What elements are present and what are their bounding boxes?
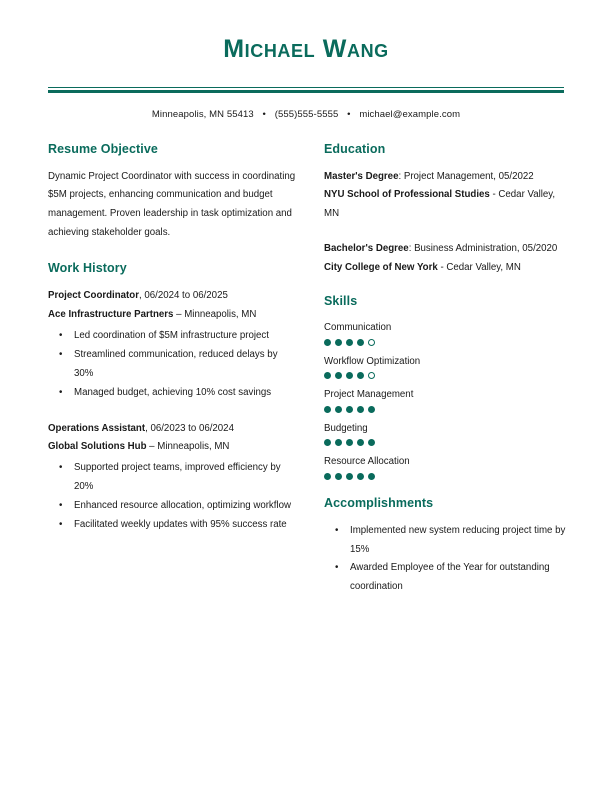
job-entry — [48, 420, 296, 535]
rating-dot-filled — [335, 339, 342, 346]
job-company: Ace Infrastructure Partners — [48, 309, 174, 321]
section-resume-objective — [48, 142, 296, 244]
rating-dot-empty — [368, 372, 375, 379]
rating-dot-filled — [357, 473, 364, 480]
skill-rating-dots — [324, 473, 572, 480]
rating-dot-filled — [346, 339, 353, 346]
rating-dot-filled — [324, 406, 331, 413]
education-entry — [324, 168, 572, 225]
skill-name: Workflow Optimization — [324, 355, 421, 367]
list-item: • Supported project teams, improved efficiency by 20% — [48, 459, 296, 497]
rating-dot-filled — [335, 473, 342, 480]
right-column — [324, 142, 572, 598]
rating-dot-filled — [324, 439, 331, 446]
section-accomplishments — [324, 496, 572, 598]
accomplishments-list — [324, 522, 572, 598]
rating-dot-filled — [346, 406, 353, 413]
job-dates: , 06/2023 to 06/2024 — [145, 422, 234, 434]
rating-dot-empty — [368, 339, 375, 346]
divider-thick-line — [48, 90, 564, 93]
rating-dot-filled — [335, 372, 342, 379]
job-location: – Minneapolis, MN — [146, 441, 230, 453]
education-field: : Business Administration, 05/2020 — [408, 243, 558, 255]
contact-separator-2: • — [347, 108, 351, 120]
section-education — [324, 142, 572, 279]
rating-dot-filled — [346, 439, 353, 446]
page-title: Michael Wang — [223, 35, 389, 63]
job-location: – Minneapolis, MN — [173, 309, 257, 321]
list-item: • Enhanced resource allocation, optimizing workflow — [48, 497, 296, 516]
header-divider — [48, 87, 564, 93]
job-role: Project Coordinator — [48, 290, 139, 302]
job-bullet-list — [48, 459, 296, 535]
rating-dot-filled — [368, 439, 375, 446]
job-company-line — [48, 306, 296, 325]
section-title-objective: Resume Objective — [48, 141, 158, 156]
rating-dot-filled — [357, 439, 364, 446]
rating-dot-filled — [346, 473, 353, 480]
education-degree: Master's Degree — [324, 170, 399, 182]
section-skills — [324, 294, 572, 480]
education-degree: Bachelor's Degree — [324, 243, 409, 255]
job-company-line — [48, 438, 296, 457]
left-column — [48, 142, 296, 538]
contact-location: Minneapolis, MN 55413 — [151, 108, 254, 120]
education-entry — [324, 240, 572, 278]
section-work-history — [48, 261, 296, 535]
rating-dot-filled — [357, 372, 364, 379]
resume-header — [0, 0, 612, 120]
list-item: • Streamlined communication, reduced delays by 30% — [48, 346, 296, 384]
rating-dot-filled — [324, 473, 331, 480]
rating-dot-filled — [357, 339, 364, 346]
education-school-location: - Cedar Valley, MN — [324, 189, 556, 220]
skill-item — [324, 387, 572, 413]
section-title-education: Education — [324, 141, 386, 156]
job-role-line — [48, 420, 296, 439]
rating-dot-filled — [346, 372, 353, 379]
section-title-work-history: Work History — [48, 261, 127, 276]
resume-body — [0, 120, 612, 598]
skill-name: Resource Allocation — [324, 456, 410, 468]
skill-item — [324, 421, 572, 447]
job-role-line — [48, 287, 296, 306]
skill-rating-dots — [324, 339, 572, 346]
section-title-skills: Skills — [324, 294, 358, 309]
education-school: City College of New York — [324, 262, 438, 274]
skill-item — [324, 454, 572, 480]
skill-item — [324, 320, 572, 346]
rating-dot-filled — [368, 406, 375, 413]
list-item: • Implemented new system reducing project time by 15% — [324, 522, 572, 560]
section-title-accomplishments: Accomplishments — [324, 495, 434, 510]
skill-name: Communication — [324, 322, 392, 334]
rating-dot-filled — [357, 406, 364, 413]
rating-dot-filled — [335, 406, 342, 413]
list-item: • Awarded Employee of the Year for outstanding coordination — [324, 559, 572, 597]
job-dates: , 06/2024 to 06/2025 — [138, 290, 228, 302]
list-item: • Facilitated weekly updates with 95% success rate — [48, 516, 296, 535]
education-school-location: - Cedar Valley, MN — [437, 262, 521, 274]
skill-rating-dots — [324, 439, 572, 446]
list-item: • Led coordination of $5M infrastructure project — [48, 327, 296, 346]
list-item: • Managed budget, achieving 10% cost savings — [48, 384, 296, 403]
rating-dot-filled — [335, 439, 342, 446]
contact-email: michael@example.com — [359, 108, 461, 120]
skill-rating-dots — [324, 406, 572, 413]
objective-text: Dynamic Project Coordinator with success in coordinating $5M projects, enhancing communication and budget management. Proven leadership in task optimization and achieving stakeholder goals. — [48, 170, 296, 239]
education-field: : Project Management, 05/2022 — [398, 170, 534, 182]
education-school: NYU School of Professional Studies — [324, 189, 490, 201]
skill-rating-dots — [324, 372, 572, 379]
contact-line — [48, 109, 564, 120]
contact-phone: (555)555-5555 — [274, 108, 339, 120]
skill-name: Project Management — [324, 389, 414, 401]
contact-separator-1: • — [262, 108, 266, 120]
skill-name: Budgeting — [324, 422, 368, 434]
job-bullet-list — [48, 327, 296, 403]
rating-dot-filled — [324, 339, 331, 346]
job-company: Global Solutions Hub — [48, 441, 147, 453]
job-role: Operations Assistant — [48, 422, 146, 434]
rating-dot-filled — [368, 473, 375, 480]
job-entry — [48, 287, 296, 402]
skill-item — [324, 354, 572, 380]
rating-dot-filled — [324, 372, 331, 379]
